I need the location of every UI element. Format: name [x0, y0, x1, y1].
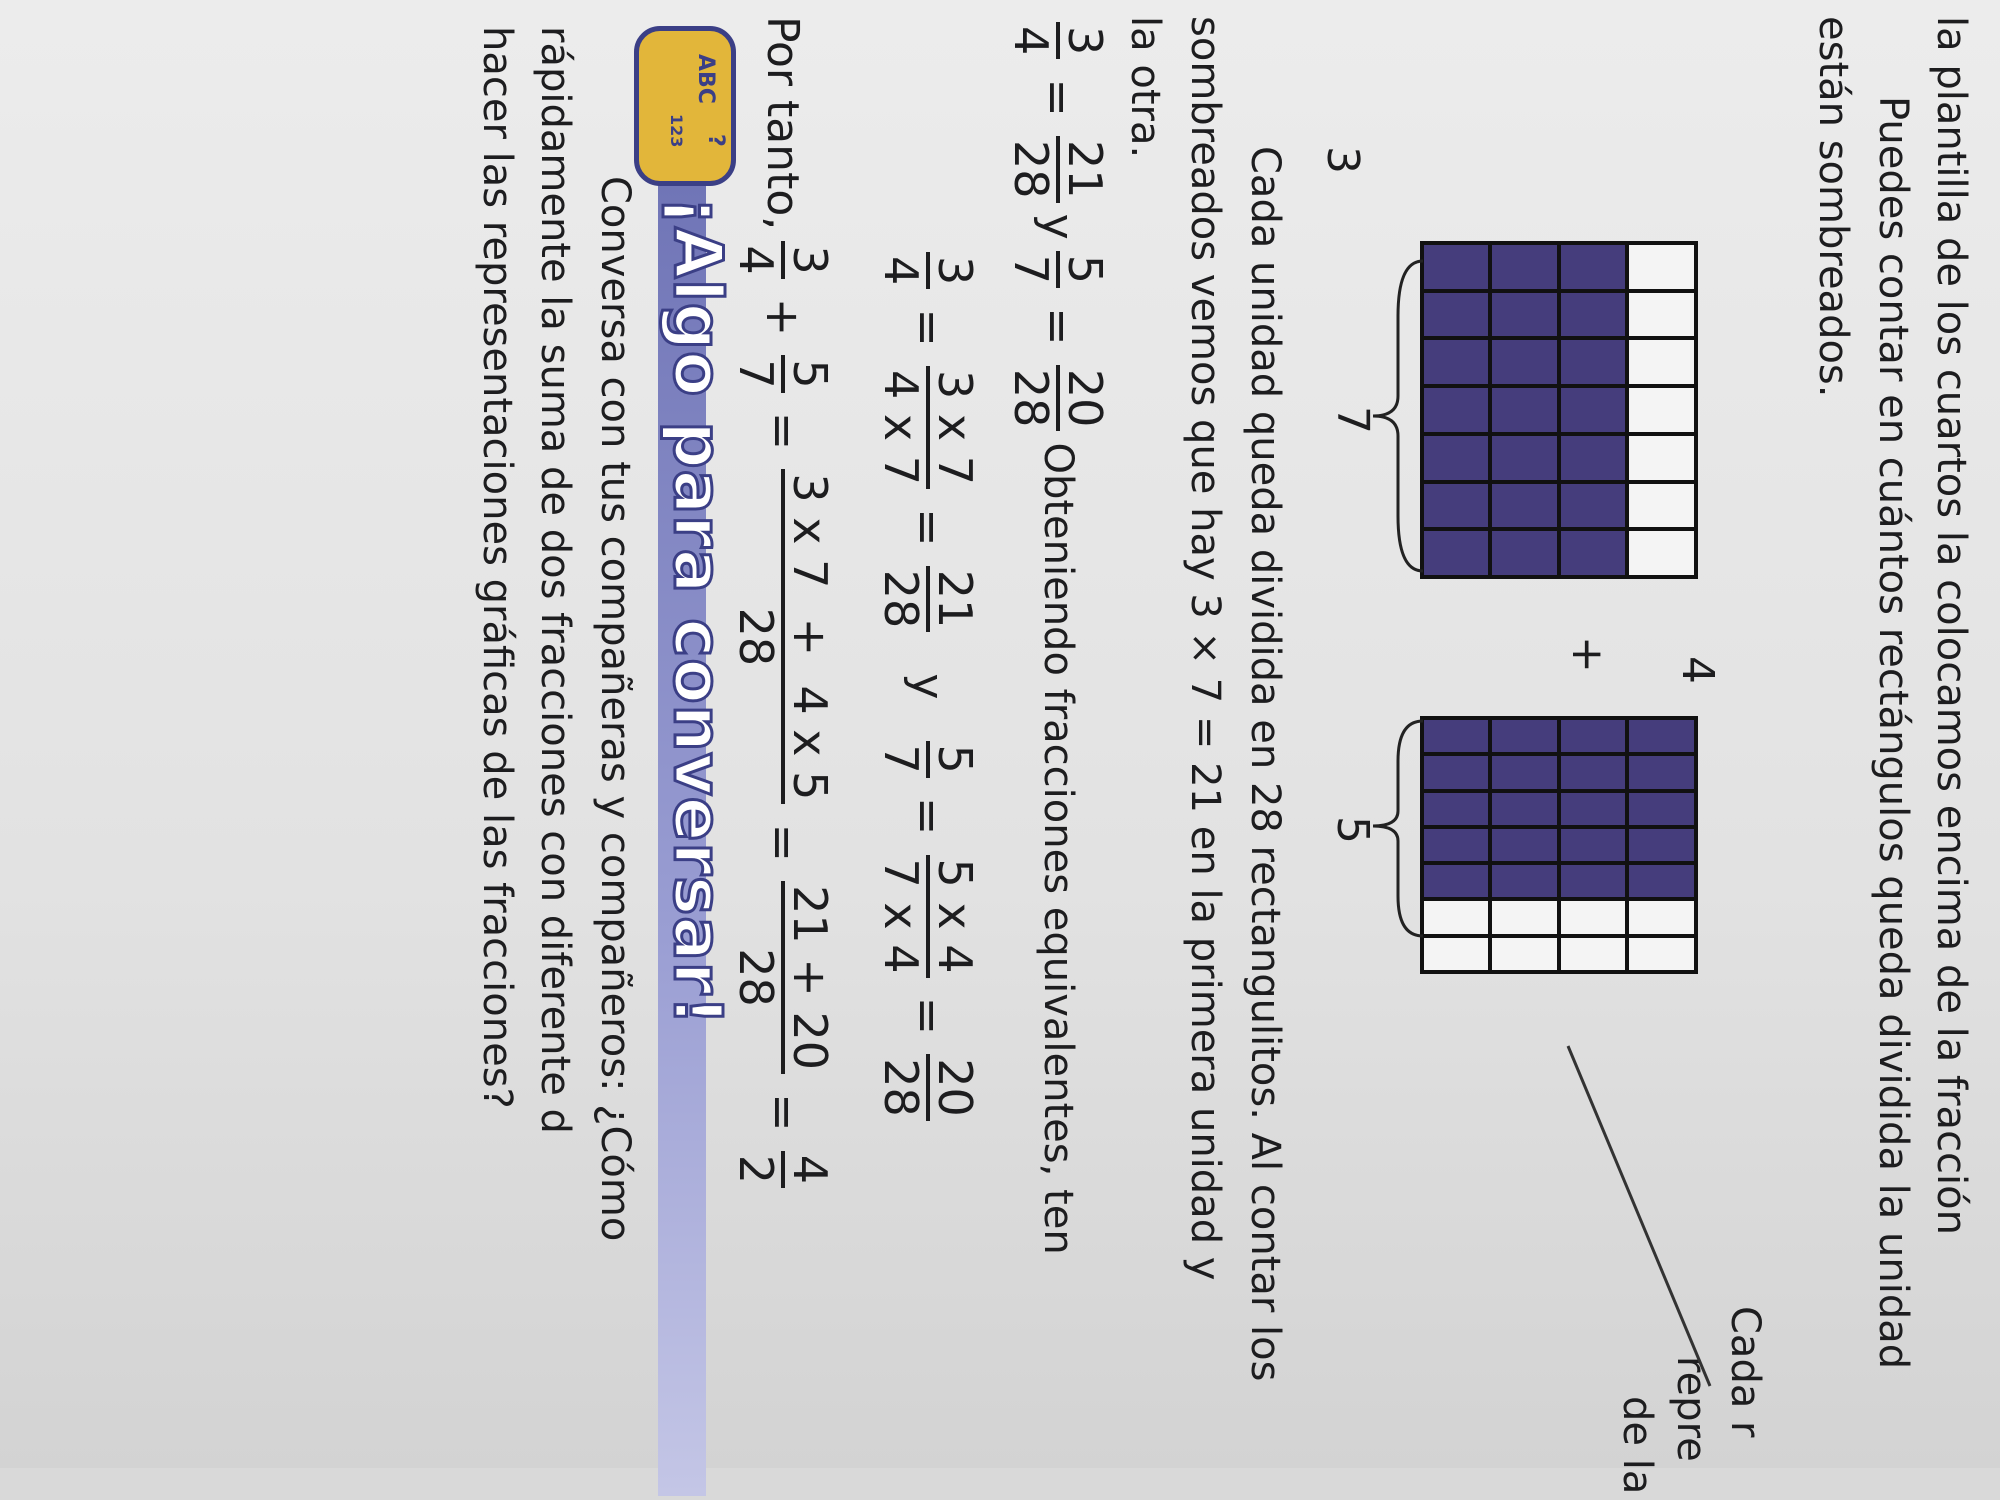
section-title: ¡Algo para conversar!	[659, 196, 736, 1027]
left-label-bottom: 7	[1327, 406, 1378, 434]
closing-line-1: Conversa con tus compañeras y compañeros: ¿Cómo	[592, 176, 638, 1242]
paragraph-line-3: la otra.	[1122, 16, 1168, 159]
right-label-side: 4	[1672, 656, 1723, 684]
paragraph-line-2: sombreados vemos que hay 3 × 7 = 21 en la primera unidad y	[1182, 16, 1228, 1281]
right-label-bottom: 5	[1327, 816, 1378, 844]
left-label-side: 3	[1317, 146, 1368, 174]
equation-2: 3 4 = 3 x 7 4 x 7 = 21 28 y 5 7 = 5 x 4 7 x 4 = 20 28	[878, 246, 978, 1127]
equation-3: Por tanto, 3 4 + 5 7 = 3 x 7 + 4 x 5 28 = 21 + 20 28 = 4 2	[733, 16, 833, 1194]
logo-text-123: 123	[667, 114, 686, 148]
side-note-3: de la	[1614, 1396, 1660, 1495]
grid-four-fifths	[1420, 716, 1698, 974]
logo-text-abc: ABC	[693, 54, 718, 104]
pointer-line	[1558, 1036, 1718, 1396]
logo-text-question: ?	[703, 134, 728, 147]
abc-123-logo-icon	[634, 26, 736, 186]
paragraph-line-1: Cada unidad queda dividida en 28 rectangulitos. Al contar los	[1242, 146, 1288, 1382]
closing-line-3: hacer las representaciones gráficas de las fracciones?	[474, 26, 520, 1109]
closing-line-2: rápidamente la suma de dos fracciones con diferente d	[532, 26, 578, 1134]
side-note-2: repre	[1668, 1356, 1714, 1462]
side-note-1: Cada r	[1722, 1306, 1768, 1438]
text-line-3: están sombreados.	[1810, 16, 1856, 398]
text-line-1: la plantilla de los cuartos la colocamos encima de la fracción	[1928, 16, 1974, 1235]
plus-sign: +	[1562, 636, 1613, 673]
rotated-page-content	[0, 16, 1974, 1495]
text-line-2: Puedes contar en cuántos rectángulos queda dividida la unidad	[1870, 96, 1916, 1370]
equation-1: 3 4 = 21 28 y 5 7 = 20 28 Obteniendo fracciones equivalentes, ten	[1008, 16, 1108, 1255]
grid-three-sevenths	[1420, 241, 1698, 579]
